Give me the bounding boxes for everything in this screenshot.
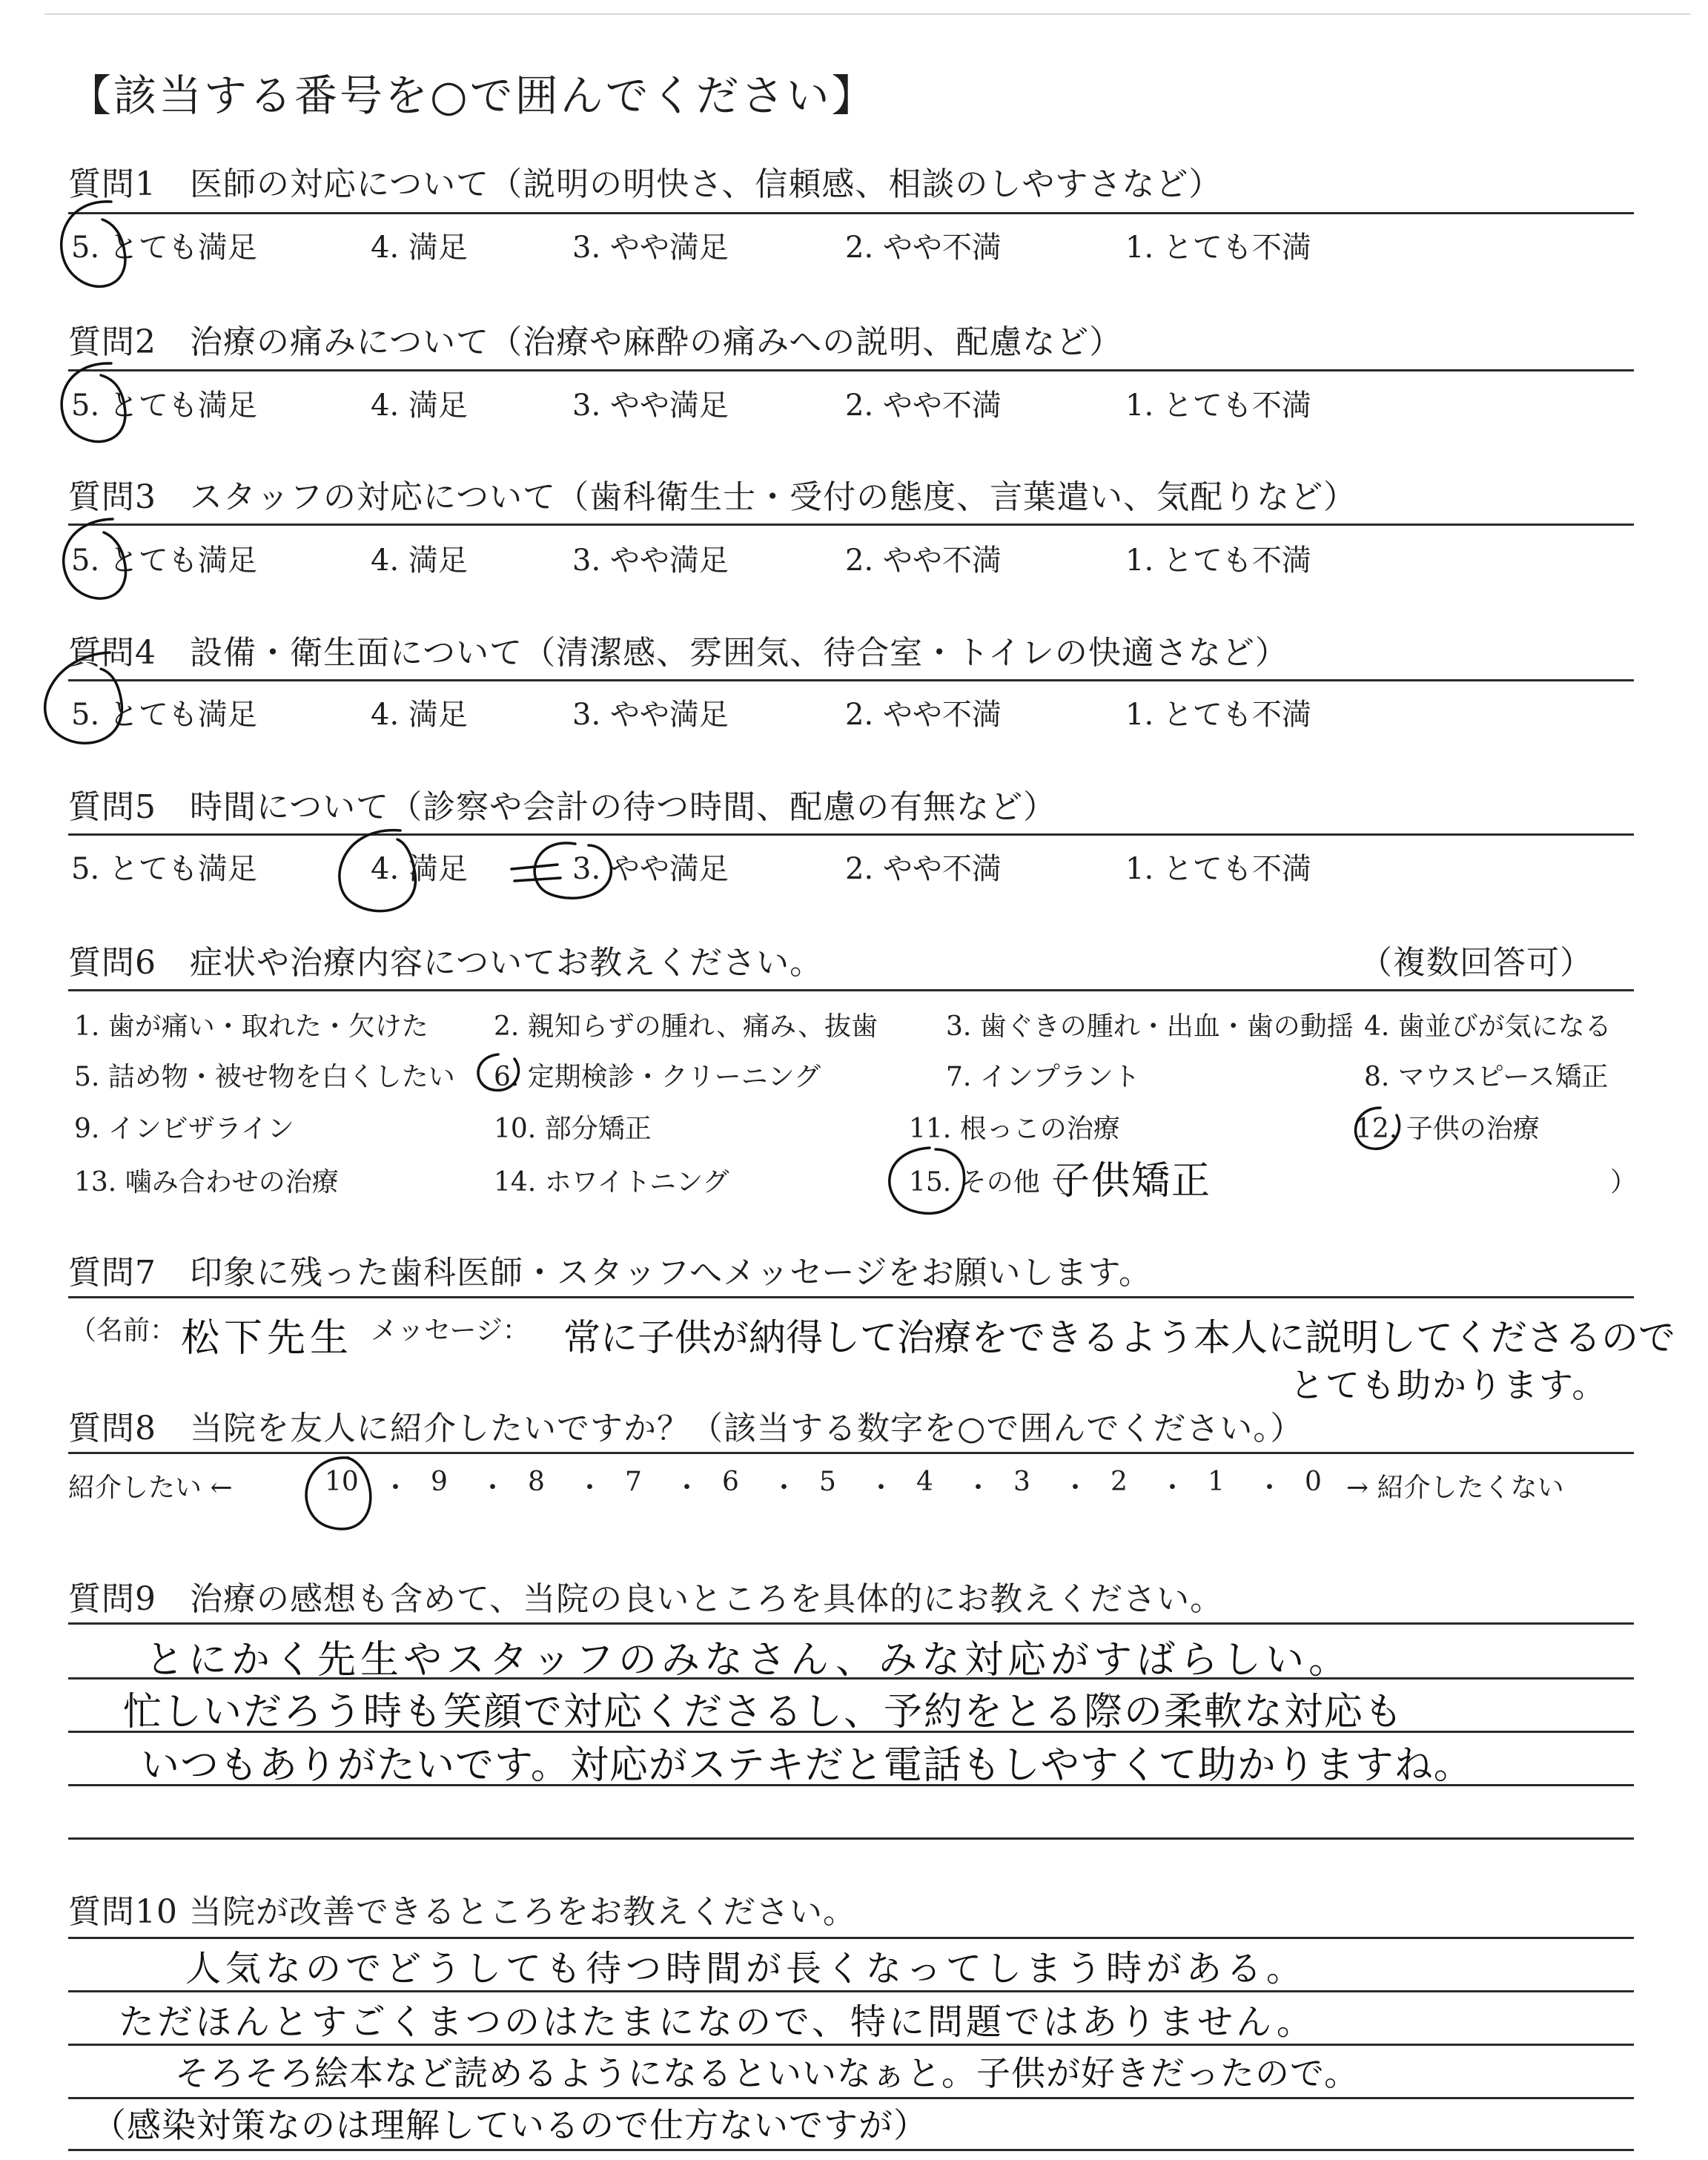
scale-separator: ・ <box>770 1473 798 1503</box>
scale-separator: ・ <box>964 1473 992 1503</box>
symptom-item-15[interactable]: 15. その他（ <box>909 1167 1067 1198</box>
option-2[interactable]: 2. やや不満 <box>845 389 1002 423</box>
answer-line-3[interactable]: いつもありがたいです。対応がステキだと電話もしやすくて助かりますね。 <box>141 1743 1473 1788</box>
option-4[interactable]: 4. 満足 <box>371 698 468 732</box>
answer-line-1[interactable]: とにかく先生やスタッフのみなさん、みな対応がすばらしい。 <box>145 1638 1352 1682</box>
message-line-1[interactable]: 常に子供が納得して治療をできるよう本人に説明してくださるので <box>563 1316 1675 1359</box>
question-title: 質問5 時間について（診察や会計の待つ時間、配慮の有無など） <box>68 788 1057 826</box>
option-1[interactable]: 1. とても不満 <box>1125 231 1311 265</box>
option-1[interactable]: 1. とても不満 <box>1125 389 1311 423</box>
symptom-item-8[interactable]: 8. マウスピース矯正 <box>1364 1062 1609 1092</box>
symptom-item-10[interactable]: 10. 部分矯正 <box>494 1114 652 1144</box>
option-1[interactable]: 1. とても不満 <box>1125 852 1311 886</box>
symptom-item-12[interactable]: 12. 子供の治療 <box>1355 1114 1540 1144</box>
circle-mark-q6-item12 <box>1356 1108 1400 1149</box>
symptom-item-6[interactable]: 6. 定期検診・クリーニング <box>494 1062 821 1092</box>
name-label: （名前： <box>70 1315 177 1346</box>
scale-value-7[interactable]: 7 <box>625 1467 642 1497</box>
scale-separator: ・ <box>479 1473 506 1503</box>
option-3[interactable]: 3. やや満足 <box>572 544 729 578</box>
circle-mark-q6-item6 <box>478 1054 519 1090</box>
scale-separator: ・ <box>1256 1473 1283 1503</box>
multiple-answer-note: （複数回答可） <box>1360 944 1593 982</box>
question-title: 質問3 スタッフの対応について（歯科衛生士・受付の態度、言葉遣い、気配りなど） <box>68 478 1357 516</box>
answer-line-4[interactable]: （感染対策なのは理解しているので仕方ないですが） <box>92 2105 928 2145</box>
option-2[interactable]: 2. やや不満 <box>845 231 1002 265</box>
circle-mark-q2 <box>62 363 125 442</box>
symptom-item-9[interactable]: 9. インビザライン <box>74 1114 294 1144</box>
other-close-paren: ） <box>1610 1167 1638 1198</box>
option-3[interactable]: 3. やや満足 <box>572 389 729 423</box>
option-4[interactable]: 4. 満足 <box>371 231 468 265</box>
option-4[interactable]: 4. 満足 <box>371 389 468 423</box>
option-4[interactable]: 4. 満足 <box>371 544 468 578</box>
scale-separator: ・ <box>382 1473 409 1503</box>
scale-value-10[interactable]: 10 <box>325 1467 359 1497</box>
question-title: 質問10 当院が改善できるところをお教えください。 <box>68 1893 856 1931</box>
option-3[interactable]: 3. やや満足 <box>572 698 729 732</box>
message-line-2[interactable]: とても助かります。 <box>1290 1365 1608 1405</box>
answer-line-3[interactable]: そろそろ絵本など読めるようになるといいなぁと。子供が好きだったので。 <box>175 2053 1360 2093</box>
question-title: 質問4 設備・衛生面について（清潔感、雰囲気、待合室・トイレの快適さなど） <box>68 634 1288 672</box>
scale-value-9[interactable]: 9 <box>431 1467 448 1497</box>
symptom-item-13[interactable]: 13. 噛み合わせの治療 <box>74 1167 339 1198</box>
scale-value-0[interactable]: 0 <box>1305 1467 1322 1497</box>
question-title: 質問9 治療の感想も含めて、当院の良いところを具体的にお教えください。 <box>68 1580 1224 1618</box>
symptom-item-1[interactable]: 1. 歯が痛い・取れた・欠けた <box>74 1011 428 1042</box>
scale-value-1[interactable]: 1 <box>1208 1467 1225 1497</box>
other-handwritten-answer: 子供矯正 <box>1051 1159 1212 1203</box>
option-3[interactable]: 3. やや満足 <box>572 852 729 886</box>
answer-line-2[interactable]: 忙しいだろう時も笑顔で対応くださるし、予約をとる際の柔軟な対応も <box>123 1690 1405 1734</box>
scale-value-2[interactable]: 2 <box>1110 1467 1128 1497</box>
circle-mark-q5-option4 <box>340 830 416 911</box>
question-title: 質問1 医師の対応について（説明の明快さ、信頼感、相談のしやすさなど） <box>68 165 1222 203</box>
message-label: メッセージ： <box>371 1315 529 1346</box>
circle-mark-q3 <box>64 519 126 598</box>
symptom-item-14[interactable]: 14. ホワイトニング <box>494 1167 729 1198</box>
answer-line-1[interactable]: 人気なのでどうしても待つ時間が長くなってしまう時がある。 <box>185 1948 1307 1989</box>
scale-value-5[interactable]: 5 <box>819 1467 836 1497</box>
symptom-item-2[interactable]: 2. 親知らずの腫れ、痛み、抜歯 <box>494 1011 878 1042</box>
circle-mark-q1 <box>62 202 125 287</box>
circle-mark-q4 <box>45 653 122 743</box>
question-title: 質問6 症状や治療内容についてお教えください。 <box>68 944 824 982</box>
scale-separator: ・ <box>673 1473 701 1503</box>
option-5[interactable]: 5. とても満足 <box>71 389 257 423</box>
not-recommend-label: → 紹介したくない <box>1346 1473 1564 1503</box>
option-5[interactable]: 5. とても満足 <box>71 698 257 732</box>
strike-mark-q5-option3b <box>514 878 560 881</box>
option-5[interactable]: 5. とても満足 <box>71 852 257 886</box>
symptom-item-5[interactable]: 5. 詰め物・被せ物を白くしたい <box>74 1062 455 1092</box>
symptom-item-11[interactable]: 11. 根っこの治療 <box>909 1114 1120 1144</box>
option-5[interactable]: 5. とても満足 <box>71 544 257 578</box>
symptom-item-7[interactable]: 7. インプラント <box>946 1062 1140 1092</box>
option-2[interactable]: 2. やや不満 <box>845 698 1002 732</box>
question-title: 質問2 治療の痛みについて（治療や麻酔の痛みへの説明、配慮など） <box>68 323 1123 361</box>
option-1[interactable]: 1. とても不満 <box>1125 698 1311 732</box>
circle-mark-q6-item15 <box>890 1148 964 1213</box>
question-title: 質問8 当院を友人に紹介したいですか？（該当する数字を○で囲んでください。） <box>68 1410 1304 1447</box>
scale-separator: ・ <box>1159 1473 1186 1503</box>
option-2[interactable]: 2. やや不満 <box>845 852 1002 886</box>
scale-value-3[interactable]: 3 <box>1013 1467 1030 1497</box>
option-2[interactable]: 2. やや不満 <box>845 544 1002 578</box>
circle-mark-q8-ten <box>306 1458 371 1529</box>
scale-separator: ・ <box>867 1473 895 1503</box>
question-title: 質問7 印象に残った歯科医師・スタッフへメッセージをお願いします。 <box>68 1254 1152 1292</box>
scale-value-6[interactable]: 6 <box>722 1467 739 1497</box>
option-3[interactable]: 3. やや満足 <box>572 231 729 265</box>
form-header: 【該当する番号を○で囲んでください】 <box>68 70 877 121</box>
circle-mark-q5-option3 <box>534 843 611 898</box>
option-5[interactable]: 5. とても満足 <box>71 231 257 265</box>
scale-value-8[interactable]: 8 <box>528 1467 545 1497</box>
option-1[interactable]: 1. とても不満 <box>1125 544 1311 578</box>
name-value[interactable]: 松下先生 <box>181 1316 354 1361</box>
symptom-item-3[interactable]: 3. 歯ぐきの腫れ・出血・歯の動揺 <box>946 1011 1354 1042</box>
symptom-item-4[interactable]: 4. 歯並びが気になる <box>1364 1011 1612 1042</box>
recommend-label: 紹介したい ← <box>68 1473 233 1503</box>
scale-separator: ・ <box>1062 1473 1089 1503</box>
scale-separator: ・ <box>576 1473 603 1503</box>
scale-value-4[interactable]: 4 <box>916 1467 933 1497</box>
answer-line-2[interactable]: ただほんとすごくまつのはたまになので、特に問題ではありません。 <box>119 2001 1315 2043</box>
option-4[interactable]: 4. 満足 <box>371 852 468 886</box>
